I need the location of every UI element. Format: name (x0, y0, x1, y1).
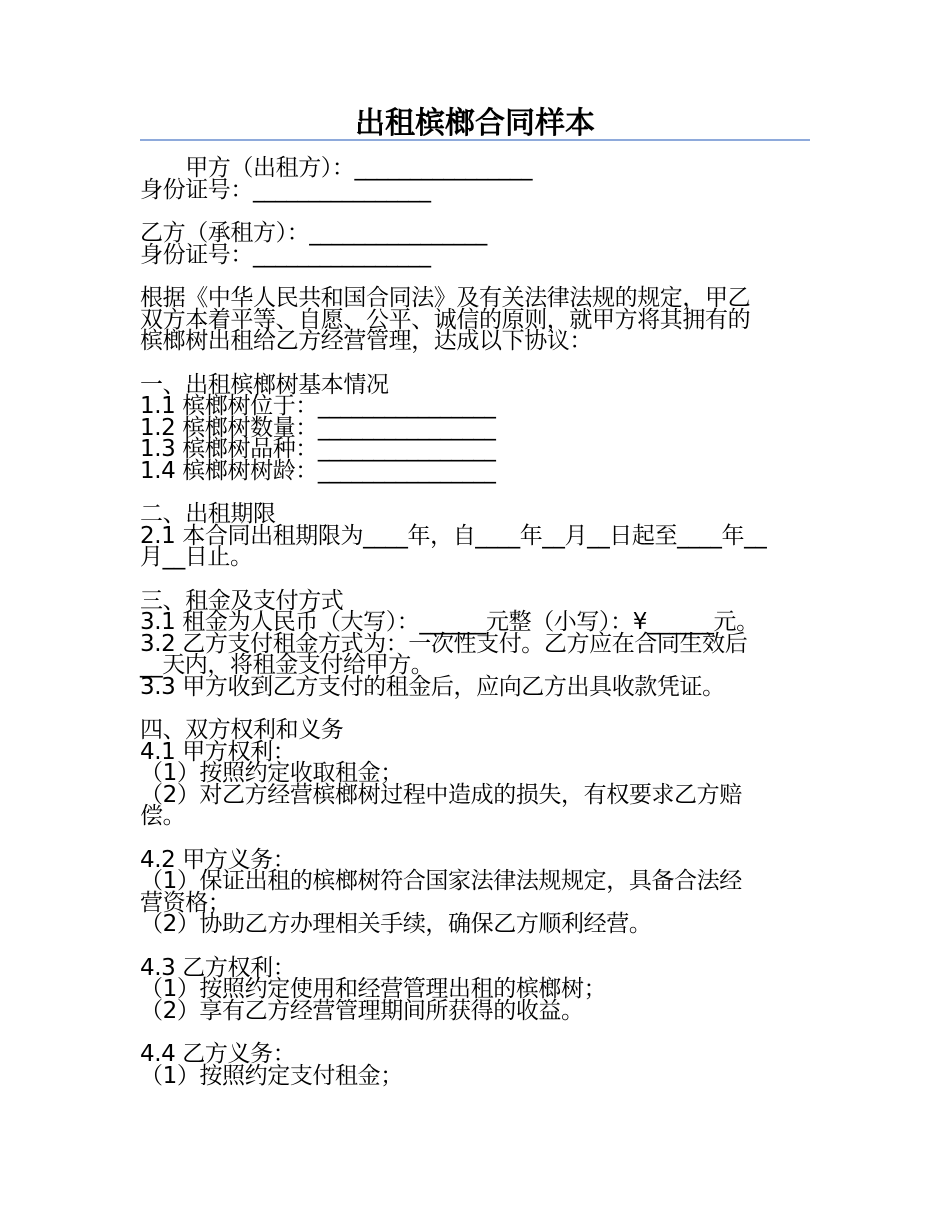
document-title: 出租槟榔合同样本 (355, 106, 595, 141)
clause-line: 4.4 乙方义务： (140, 1041, 296, 1067)
clause-line: 1.3 槟榔树品种：________________ (140, 436, 496, 462)
clause-line: 3.2 乙方支付租金方式为：一次性支付。乙方应在合同生效后 (140, 630, 748, 657)
clause-line: （2）协助乙方办理相关手续，确保乙方顺利经营。 (140, 911, 652, 937)
contract-body (140, 155, 812, 1089)
clause-line: 营资格； (140, 889, 231, 916)
party-b-id-line: 身份证号：________________ (140, 241, 431, 268)
clause-line: 1.1 槟榔树位于：________________ (140, 393, 496, 419)
clause-line: 1.2 槟榔树数量：________________ (140, 414, 496, 441)
clause-line: 1.4 槟榔树树龄：________________ (140, 457, 496, 484)
clause-line: 3.1 租金为人民币（大写）：______元整（小写）：¥______元。 (140, 609, 759, 635)
clause-line: （1）保证出租的槟榔树符合国家法律法规规定，具备合法经 (140, 868, 742, 894)
clause-line: （2）对乙方经营槟榔树过程中造成的损失，有权要求乙方赔 (140, 781, 742, 808)
clause-line: 月__日止。 (140, 544, 253, 570)
preamble-line: 双方本着平等、自愿、公平、诚信的原则，就甲方将其拥有的 (140, 306, 751, 333)
section-heading: 二、出租期限 (140, 501, 276, 527)
clause-line: （1）按照约定收取租金； (140, 760, 403, 786)
clause-line: 4.3 乙方权利： (140, 954, 296, 981)
section-heading: 三、租金及支付方式 (140, 587, 344, 614)
clause-line: 4.2 甲方义务： (140, 846, 296, 873)
clause-line: 4.1 甲方权利： (140, 738, 296, 765)
clause-line: __天内，将租金支付给甲方。 (140, 652, 434, 678)
clause-line: （1）按照约定支付租金； (140, 1062, 403, 1089)
preamble-line: 根据《中华人民共和国合同法》及有关法律法规的规定，甲乙 (140, 285, 751, 311)
preamble-line: 槟榔树出租给乙方经营管理，达成以下协议： (140, 328, 593, 354)
clause-line: 3.3 甲方收到乙方支付的租金后，应向乙方出具收款凭证。 (140, 673, 725, 700)
clause-line: 2.1 本合同出租期限为____年，自____年__月__日起至____年__ (140, 522, 767, 549)
section-heading: 四、双方权利和义务 (140, 717, 344, 743)
clause-line: 偿。 (140, 803, 186, 829)
party-a-line: 甲方（出租方）：________________ (140, 155, 533, 181)
clause-line: （1）按照约定使用和经营管理出租的槟榔树； (140, 976, 607, 1002)
clause-line: （2）享有乙方经营管理期间所获得的收益。 (140, 997, 584, 1024)
party-b-line: 乙方（承租方）：________________ (140, 220, 487, 246)
party-a-id-line: 身份证号：________________ (140, 176, 431, 203)
section-heading: 一、出租槟榔树基本情况 (140, 371, 389, 398)
title-underline (140, 139, 810, 141)
